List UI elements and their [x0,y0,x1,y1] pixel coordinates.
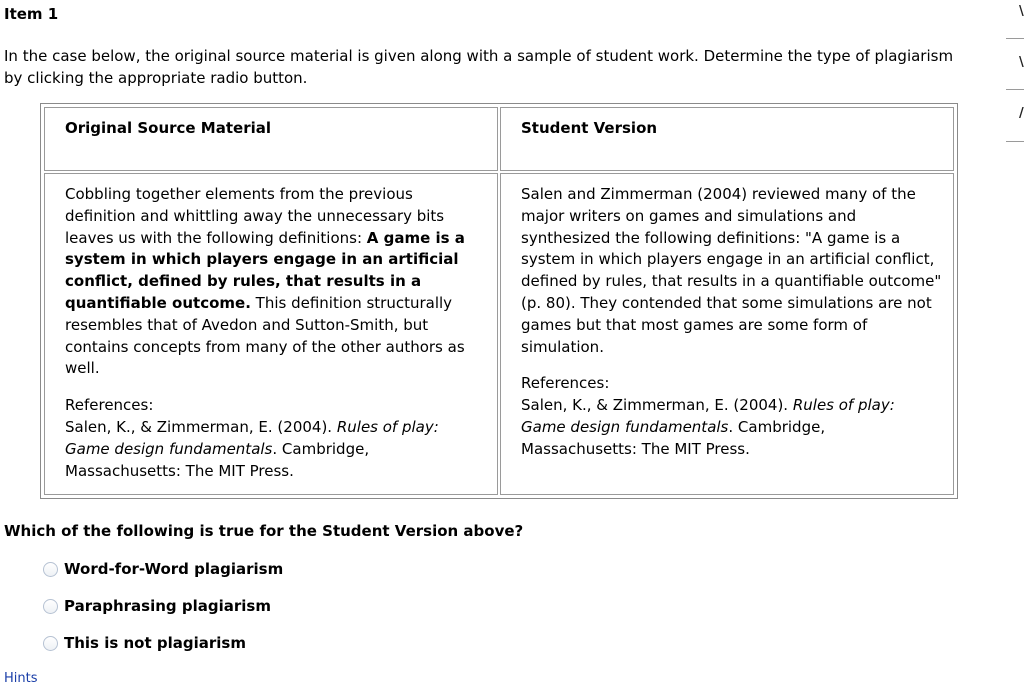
radio-button-icon[interactable] [43,562,58,577]
option-paraphrasing[interactable] [43,597,271,615]
side-divider [1006,141,1024,142]
comparison-table [40,103,958,499]
right-side-panel [1006,0,1024,680]
original-ref-title: Rules of play: Game design fundamentals [65,417,439,458]
original-source-text [65,184,487,380]
original-source-cell [44,173,498,495]
student-ref-authors: Salen, K., & Zimmerman, E. (2004). [521,396,793,415]
option-label: This is not plagiarism [64,634,246,652]
item-title: Item 1 [4,5,59,23]
student-references [521,373,943,460]
option-label: Word-for-Word plagiarism [64,560,284,578]
original-text-lead: Cobbling together elements from the previous definition and whittling away the unnecessary bits leaves us with the following definitions: [65,185,445,247]
question-text: Which of the following is true for the Student Version above? [4,522,524,540]
radio-button-icon[interactable] [43,599,58,614]
side-nav-glyph[interactable]: / [1019,106,1024,121]
option-label: Paraphrasing plagiarism [64,597,271,615]
original-definition-bold: A game is a system in which players engage in an artificial conflict, defined by rules, that results in a quantifiable outcome. [65,228,465,312]
original-text-tail: This definition structurally resembles that of Avedon and Sutton-Smith, but contains concepts from many of the other authors as well. [65,293,465,378]
instructions-text: In the case below, the original source material is given along with a sample of student work. Determine the type of plagiarism by clicking the appropriate radio button. [4,47,954,87]
student-version-text: Salen and Zimmerman (2004) reviewed many of the major writers on games and simulations and synthesized the following definitions: "A game is a system in which players engage in an artificial conflict, defined by rules, that results in a quantifiable outcome" (p. 80). They contended that some simulations are not games but that most games are some form of simulation. [521,185,942,356]
original-ref-authors: Salen, K., & Zimmerman, E. (2004). [65,417,337,436]
option-not-plagiarism[interactable] [43,634,246,652]
header-student-version: Student Version [500,107,954,171]
header-original-source: Original Source Material [44,107,498,171]
student-references-label: References: [521,374,610,393]
side-nav-glyph[interactable]: \ [1019,4,1024,19]
original-references [65,395,487,482]
hints-link[interactable]: Hints [4,671,38,686]
side-divider [1006,38,1024,39]
side-divider [1006,89,1024,90]
option-word-for-word[interactable] [43,560,283,578]
original-references-label: References: [65,396,154,415]
original-ref-publisher: . Cambridge, Massachusetts: The MIT Press. [65,439,370,480]
student-ref-publisher: . Cambridge, Massachusetts: The MIT Press. [521,417,826,458]
radio-button-icon[interactable] [43,636,58,651]
student-ref-title: Rules of play: Game design fundamentals [521,396,895,436]
side-nav-glyph[interactable]: \ [1019,55,1024,70]
student-version-cell [500,173,954,495]
